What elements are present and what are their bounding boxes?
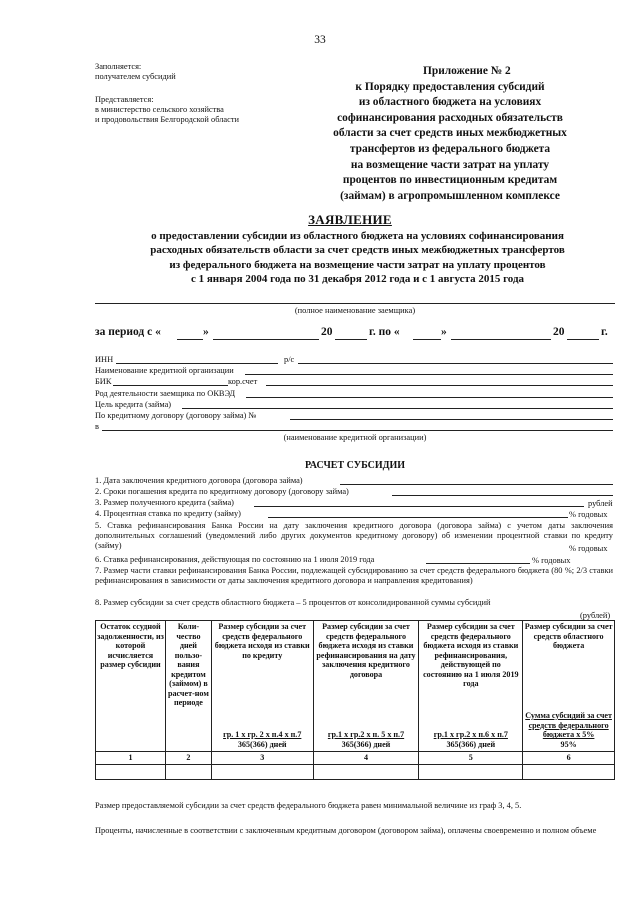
okved-label: Род деятельности заемщика по ОКВЭД xyxy=(95,389,236,398)
kor-field[interactable] xyxy=(266,385,613,386)
statement-line: из федерального бюджета на возмещение части затрат на уплату процентов xyxy=(169,258,546,271)
table-header-row xyxy=(96,621,615,752)
borrower-name-field[interactable] xyxy=(95,303,615,304)
period-year-prefix: 20 xyxy=(321,326,333,338)
period-year-suffix: г. xyxy=(601,326,608,338)
bank-name-field[interactable] xyxy=(245,374,613,375)
table-cell[interactable] xyxy=(96,764,166,779)
table-cell[interactable] xyxy=(165,764,211,779)
period-close-quote: » xyxy=(203,326,209,338)
appendix-line: трансфертов из федерального бюджета xyxy=(349,142,551,155)
header-cell: Остаток ссудной задолженности, из которой исчисляется размер субсидии xyxy=(96,621,166,752)
period-from-day-field[interactable] xyxy=(177,339,203,340)
calc-item-3-field[interactable] xyxy=(254,506,584,507)
header-cell: Размер субсидии за счет средств областного бюджета Сумма субсидий за счет средств федерального бюджета х 5% 95% xyxy=(523,621,615,752)
calc-item-6: 6. Ставка рефинансирования, действующая по состоянию на 1 июля 2019 года xyxy=(95,555,375,564)
column-number: 3 xyxy=(211,752,313,765)
appendix-title: Приложение № 2 xyxy=(423,65,511,77)
formula: гр.1 х гр.2 х п.6 х п.7 xyxy=(433,730,508,739)
calc-item-7: 7. Размер части ставки рефинансирования Банка России, подлежащей субсидированию за счет средств федерального бюджета (80 %; 2/3 ставки рефинансирования в зависимости от даты заключения кредитного договора и направления кредитования) xyxy=(95,566,613,585)
period-year-prefix: 20 xyxy=(553,326,565,338)
statement-subtitle xyxy=(80,229,635,287)
table-number-row xyxy=(96,752,615,765)
statement-title: ЗАЯВЛЕНИЕ xyxy=(308,212,392,227)
in-label: в xyxy=(95,422,99,431)
appendix-line: на возмещение части затрат на уплату xyxy=(350,158,550,171)
kor-label: кор.счет xyxy=(228,377,258,386)
table-cell[interactable] xyxy=(419,764,523,779)
formula-divisor: 365(366) дней xyxy=(237,739,287,749)
period-to-month-field[interactable] xyxy=(451,339,551,340)
bik-label: БИК xyxy=(95,377,112,386)
purpose-field[interactable] xyxy=(182,408,613,409)
table-cell[interactable] xyxy=(211,764,313,779)
contract-field[interactable] xyxy=(290,419,613,420)
table-data-row xyxy=(96,764,615,779)
calc-item-1-field[interactable] xyxy=(340,484,613,485)
bank-field[interactable] xyxy=(102,430,613,431)
header-cell: Размер субсидии за счет средств федерального бюджета исходя из ставки рефинансирования, действующей по состоянию на 1 июля 2019 года гр.1 х гр.2 х п.6 х п.7 365(366) дней xyxy=(419,621,523,752)
appendix-line: из областного бюджета на условиях xyxy=(358,96,542,109)
table-cell[interactable] xyxy=(523,764,615,779)
header-cell: Размер субсидии за счет средств федерального бюджета исходя из ставки рефинансирования на дату заключения кредитного договора гр.1 х гр.2 х п. 5 х п.7 365(366) дней xyxy=(313,621,419,752)
bank-name-label: Наименование кредитной организации xyxy=(95,366,234,375)
footer-note-1: Размер предоставляемой субсидии за счет средств федерального бюджета равен минимальной величине из граф 3, 4, 5. xyxy=(95,801,522,810)
calc-item-4: 4. Процентная ставка по кредиту (займу) xyxy=(95,509,241,518)
purpose-label: Цель кредита (займа) xyxy=(95,400,172,409)
filled-label: Заполняется: xyxy=(95,62,142,71)
formula-divisor: 95% xyxy=(560,739,577,749)
formula: Сумма субсидий за счет средств федерального бюджета х 5% xyxy=(525,711,612,739)
header-cell: Коли-чество дней пользо-вания кредитом (займом) в расчет-ном периоде xyxy=(165,621,211,752)
formula: гр. 1 х гр. 2 х п.4 х п.7 xyxy=(223,730,302,739)
contract-label: По кредитному договору (договору займа) № xyxy=(95,411,257,420)
column-number: 4 xyxy=(313,752,419,765)
formula-divisor: 365(366) дней xyxy=(341,739,391,749)
appendix-line: к Порядку предоставления субсидий xyxy=(355,80,545,93)
calc-item-6-field[interactable] xyxy=(426,563,530,564)
period-to-day-field[interactable] xyxy=(413,339,441,340)
rs-field[interactable] xyxy=(298,363,613,364)
borrower-caption: (полное наименование заемщика) xyxy=(294,306,416,315)
period-from-label: за период с « xyxy=(95,326,161,338)
period-close-quote: » xyxy=(441,326,447,338)
period-from-month-field[interactable] xyxy=(213,339,319,340)
subsidy-table xyxy=(95,620,615,780)
okved-field[interactable] xyxy=(246,397,613,398)
calc-item-5-unit: % годовых xyxy=(569,544,608,553)
currency-note: (рублей) xyxy=(580,611,611,620)
calc-item-6-unit: % годовых xyxy=(532,556,571,565)
period-to-year-field[interactable] xyxy=(567,339,599,340)
period-row xyxy=(95,326,625,342)
page-number: 33 xyxy=(314,34,326,46)
column-number: 6 xyxy=(523,752,615,765)
inn-field[interactable] xyxy=(116,363,278,364)
period-to-label: г. по « xyxy=(369,326,400,338)
appendix-line: процентов по инвестиционным кредитам xyxy=(342,174,558,187)
calc-title: РАСЧЕТ СУБСИДИИ xyxy=(304,460,406,471)
column-number: 2 xyxy=(165,752,211,765)
footer-note-2: Проценты, начисленные в соответствии с заключенным кредитным договором (договором займа), оплачены своевременно и полном объеме xyxy=(95,826,597,835)
statement-line: с 1 января 2004 года по 31 декабря 2012 года и с 1 августа 2015 года xyxy=(190,273,525,286)
column-number: 5 xyxy=(419,752,523,765)
calc-item-4-unit: % годовых xyxy=(569,510,608,519)
submitted-label: Представляется: xyxy=(95,95,154,104)
table-cell[interactable] xyxy=(313,764,419,779)
statement-line: о предоставлении субсидии из областного бюджета на условиях софинансирования xyxy=(151,230,564,242)
formula-divisor: 365(366) дней xyxy=(446,739,496,749)
calc-item-4-field[interactable] xyxy=(268,517,568,518)
period-from-year-field[interactable] xyxy=(335,339,367,340)
bik-field[interactable] xyxy=(113,385,228,386)
formula: гр.1 х гр.2 х п. 5 х п.7 xyxy=(327,730,405,739)
calc-item-2-field[interactable] xyxy=(392,495,613,496)
submitted-to-line1: в министерство сельского хозяйства xyxy=(95,105,224,114)
rs-label: р/с xyxy=(284,355,295,364)
appendix-line: области за счет средств иных межбюджетных xyxy=(333,127,567,140)
appendix-line: (займам) в агропромышленном комплексе xyxy=(340,189,560,202)
statement-line: расходных обязательств области за счет средств иных межбюджетных трансфертов xyxy=(150,244,565,257)
filled-by: получателем субсидий xyxy=(95,72,176,81)
calc-item-1: 1. Дата заключения кредитного договора (договора займа) xyxy=(95,476,303,485)
calc-item-8: 8. Размер субсидии за счет средств областного бюджета – 5 процентов от консолидированной суммы субсидий xyxy=(95,598,491,607)
calc-item-3: 3. Размер полученного кредита (займа) xyxy=(95,498,234,507)
header-cell: Размер субсидии за счет средств федерального бюджета исходя из ставки по кредиту гр. 1 х гр. 2 х п.4 х п.7 365(366) дней xyxy=(211,621,313,752)
inn-label: ИНН xyxy=(95,355,114,364)
left-header xyxy=(95,62,285,125)
bank-caption: (наименование кредитной организации) xyxy=(283,433,427,442)
appendix-block xyxy=(305,64,595,204)
calc-item-5: 5. Ставка рефинансирования Банка России на дату заключения кредитного договора (договора займа) с учетом даты заключения дополнительных соглашений (уведомлений либо других документов кредитному договору) об изменении процентной ставки по кредиту (займу) xyxy=(95,521,613,550)
appendix-line: софинансирования расходных обязательств xyxy=(337,111,563,124)
submitted-to-line2: и продовольствия Белгородской области xyxy=(95,115,240,124)
column-number: 1 xyxy=(96,752,166,765)
calc-item-2: 2. Сроки погашения кредита по кредитному договору (договору займа) xyxy=(95,487,349,496)
calc-item-3-unit: рублей xyxy=(588,499,613,508)
